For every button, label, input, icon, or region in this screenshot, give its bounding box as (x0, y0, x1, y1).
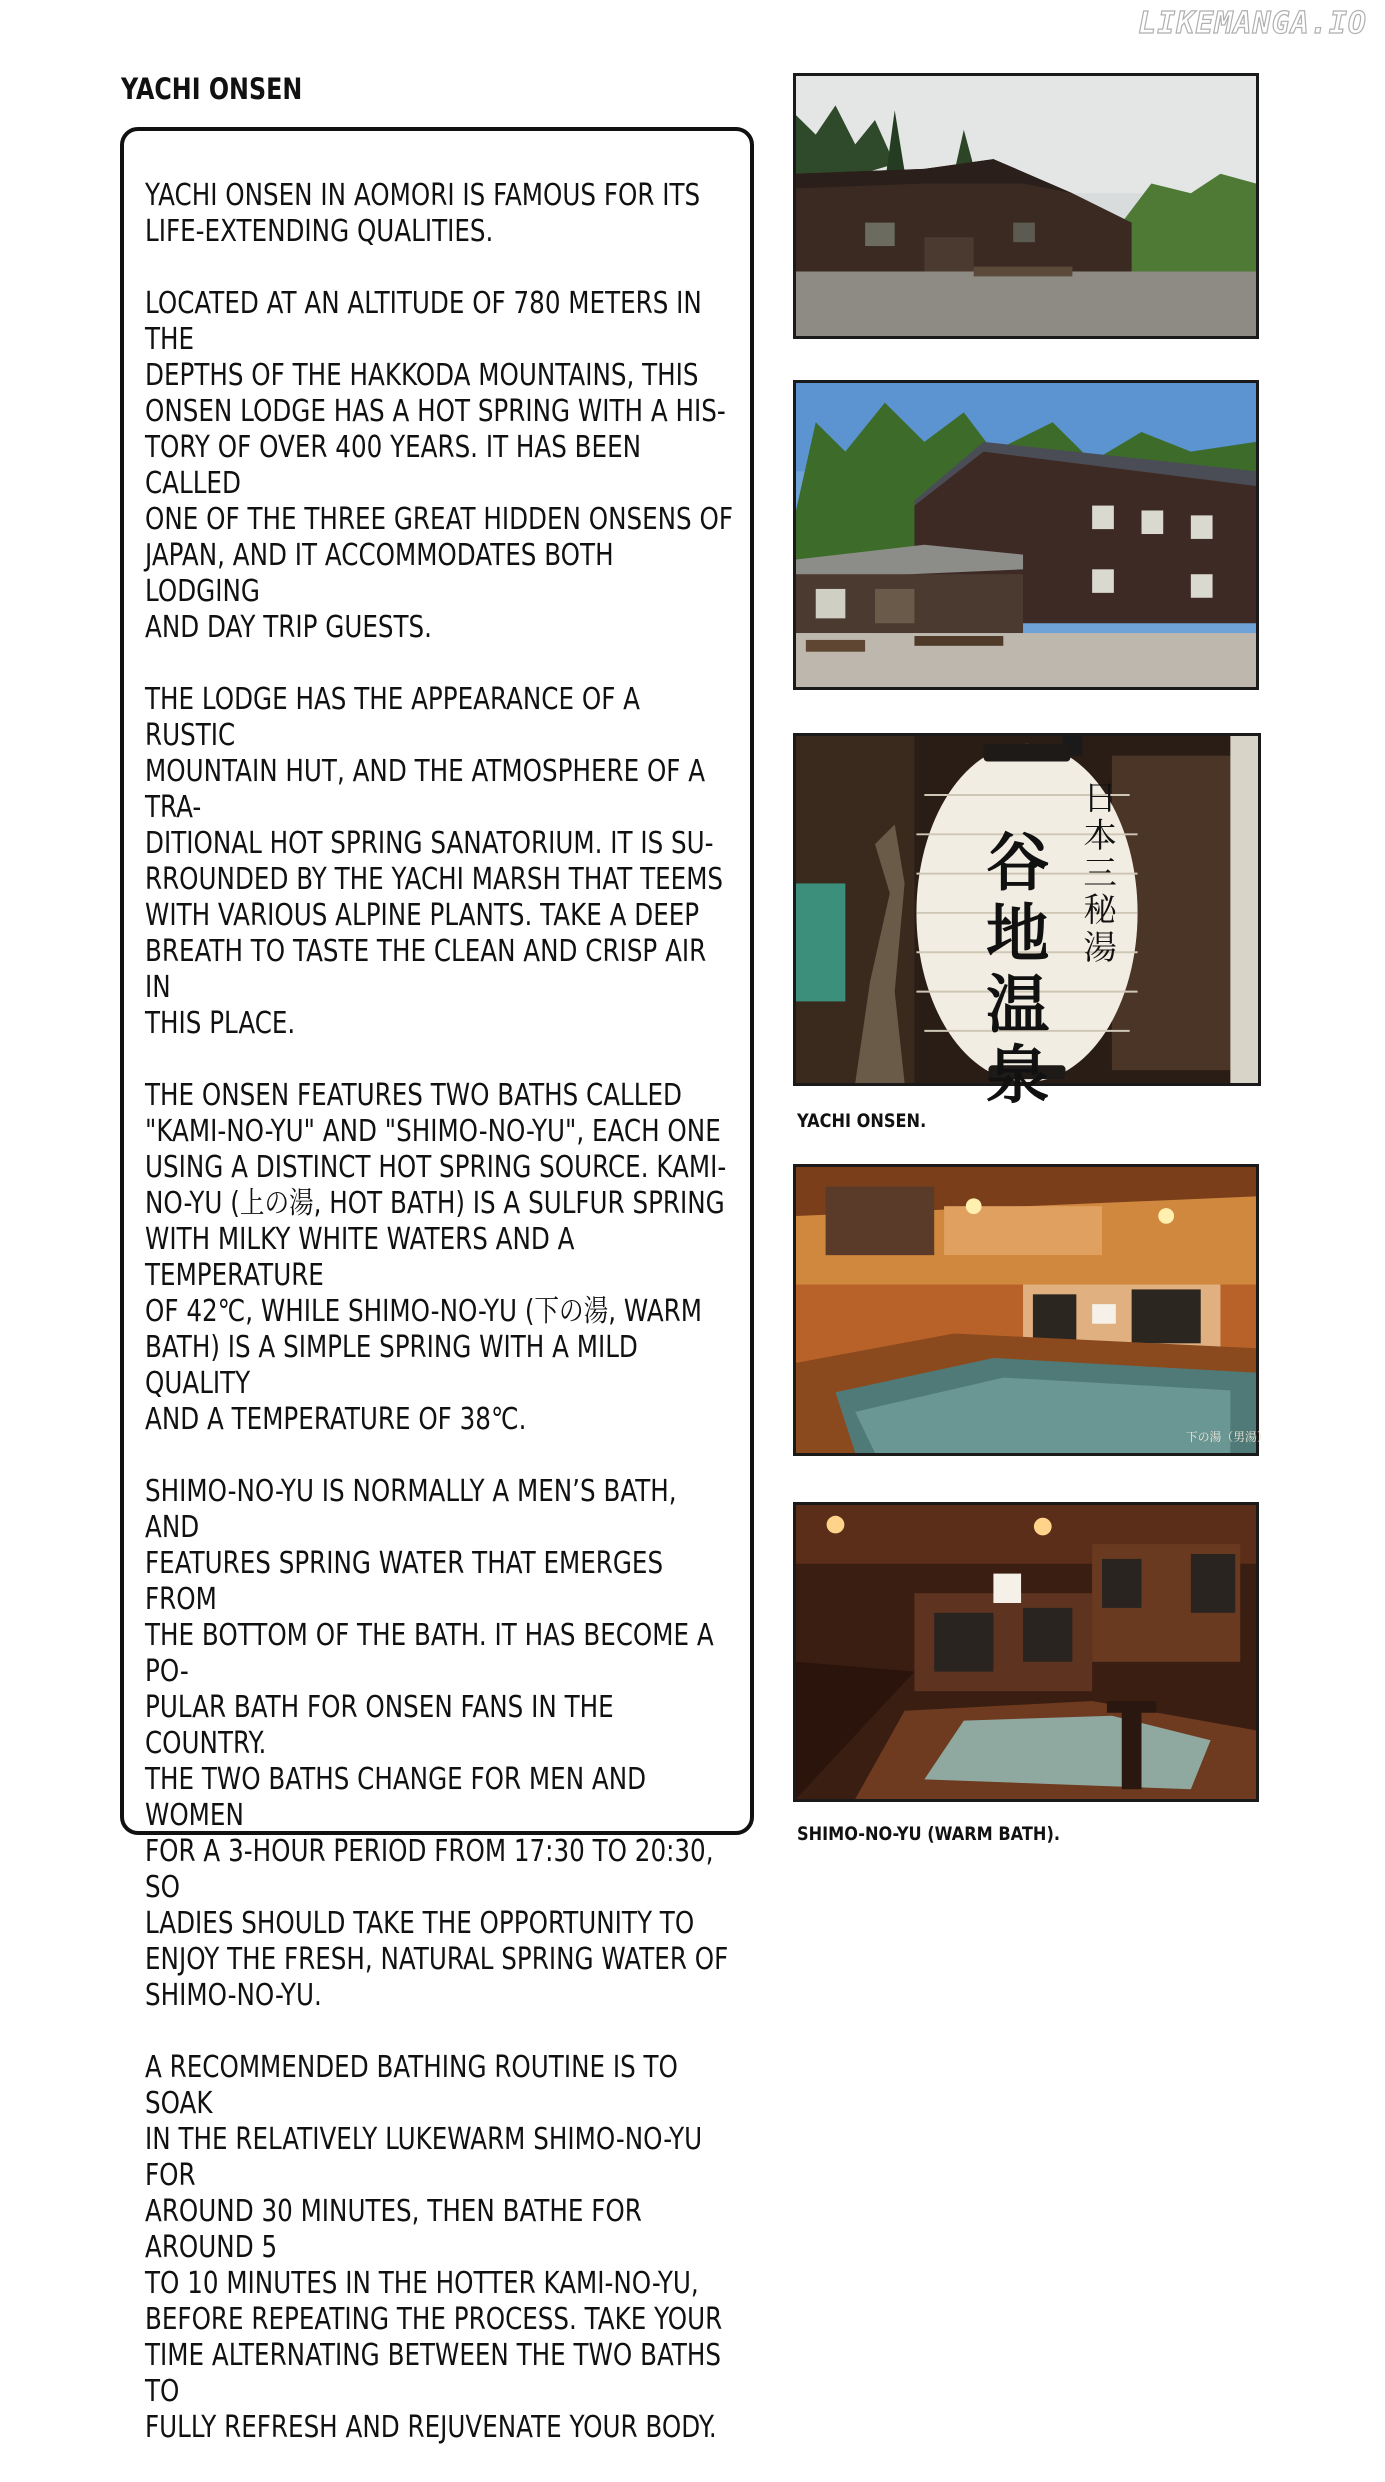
article-paragraph: LOCATED AT AN ALTITUDE OF 780 METERS IN THE DEPTHS OF THE HAKKODA MOUNTAINS, THIS ONSEN LODGE HAS A HOT SPRING WITH A HIS- TORY OF OVER 400 YEARS. IT HAS BEEN CALLED ONE OF THE THREE GREAT HIDDEN ONSENS OF JAPAN, AND IT ACCOMMODATES BOTH LODGING AND DAY TRIP GUESTS. (145, 286, 734, 645)
bath-photo-2-image (796, 1505, 1256, 1799)
lodge-exterior-photo-1 (793, 73, 1259, 339)
bath-photo-1-image (796, 1167, 1269, 1453)
bath-interior-photo-1 (793, 1164, 1269, 1456)
lantern-photo-caption: YACHI ONSEN. (797, 1110, 927, 1132)
site-watermark: LIKEMANGA.IO (1138, 6, 1367, 41)
lodge-exterior-photo-2 (793, 380, 1259, 690)
lantern-photo (793, 733, 1261, 1113)
lantern-photo-image (796, 736, 1258, 1113)
bath-photo-caption: SHIMO-NO-YU (WARM BATH). (797, 1823, 1060, 1845)
lodge-photo-2-image (796, 383, 1256, 687)
lantern-side-characters: 日本三秘湯 (1077, 780, 1117, 967)
bath-interior-photo-2 (793, 1502, 1259, 1802)
article-paragraph: A RECOMMENDED BATHING ROUTINE IS TO SOAK IN THE RELATIVELY LUKEWARM SHIMO-NO-YU FOR AROUND 30 MINUTES, THEN BATHE FOR AROUND 5 TO 10 MINUTES IN THE HOTTER KAMI-NO-YU, BEFORE REPEATING THE PROCESS. TAKE YOUR TIME ALTERNATING BETWEEN THE TWO BATHS TO FULLY REFRESH AND REJUVENATE YOUR BODY. (145, 2050, 723, 2445)
article-paragraph: THE ONSEN FEATURES TWO BATHS CALLED "KAMI-NO-YU" AND "SHIMO-NO-YU", EACH ONE USING A DISTINCT HOT SPRING SOURCE. KAMI- NO-YU (上の湯, HOT BATH) IS A SULFUR SPRING WITH MILKY WHITE WATERS AND A TEMPERATURE OF 42℃, WHILE SHIMO-NO-YU (下の湯, WARM BATH) IS A SIMPLE SPRING WITH A MILD QUALITY AND A TEMPERATURE OF 38℃. (145, 1078, 727, 1437)
lantern-main-characters: 谷地温泉 (976, 829, 1051, 1113)
article-paragraph: SHIMO-NO-YU IS NORMALLY A MEN’S BATH, AND FEATURES SPRING WATER THAT EMERGES FROM THE BOTTOM OF THE BATH. IT HAS BECOME A PO- PULAR BATH FOR ONSEN FANS IN THE COUNTRY. THE TWO BATHS CHANGE FOR MEN AND WOMEN FOR A 3-HOUR PERIOD FROM 17:30 TO 20:30, SO LADIES SHOULD TAKE THE OPPORTUNITY TO ENJOY THE FRESH, NATURAL SPRING WATER OF SHIMO-NO-YU. (145, 1474, 729, 2013)
bath-photo-watermark: 下の湯（男湯） (1185, 1430, 1269, 1445)
lodge-photo-1-image (796, 76, 1256, 336)
page-title: YACHI ONSEN (121, 72, 303, 106)
article-paragraph: THE LODGE HAS THE APPEARANCE OF A RUSTIC MOUNTAIN HUT, AND THE ATMOSPHERE OF A TRA- DITIONAL HOT SPRING SANATORIUM. IT IS SU- RROUNDED BY THE YACHI MARSH THAT TEEMS WITH VARIOUS ALPINE PLANTS. TAKE A DEEP BREATH TO TASTE THE CLEAN AND CRISP AIR IN THIS PLACE. (145, 682, 724, 1041)
article-body (145, 178, 735, 2482)
article-paragraph: YACHI ONSEN IN AOMORI IS FAMOUS FOR ITS LIFE-EXTENDING QUALITIES. (145, 178, 701, 249)
